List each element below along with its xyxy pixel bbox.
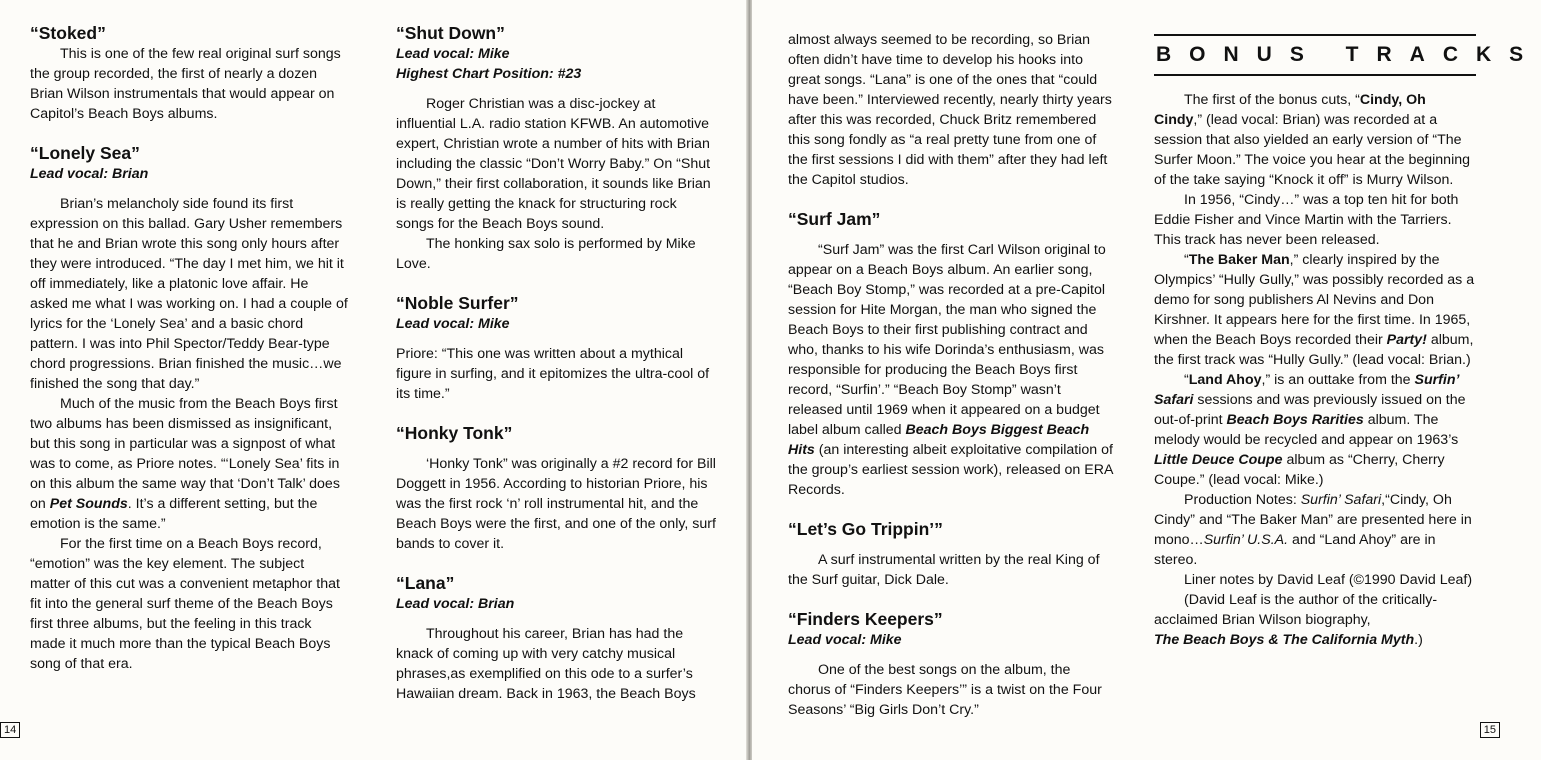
song-title-lonely-sea: “Lonely Sea” [30,143,140,163]
shut-down-paragraph-2: The honking sax solo is performed by Mike Love. [396,236,696,272]
song-name-land-ahoy: Land Ahoy [1188,372,1262,388]
song-title-lana: “Lana” [396,573,455,593]
song-name-baker-man: The Baker Man [1188,252,1290,268]
author-note-book: The Beach Boys & The California Myth.) [1154,632,1423,648]
bonus-paragraph-land-ahoy: “Land Ahoy,” is an outtake from the Surfin’ Safari sessions and was previously issued on the out-of-print Beach Boys Rarities album. The melody would be recycled and appear on 1963’s Little Deuce Coupe album as “Cherry, Cherry Coupe.” (lead vocal: Mike.) [1154,372,1466,488]
right-column-1 [788,30,1116,720]
bonus-paragraph-cindy: The first of the bonus cuts, “Cindy, Oh Cindy,” (lead vocal: Brian) was recorded at a session that also yielded an early version of “The Surfer Moon.” The voice you hear at the beginning of the take saying “Knock it off” is Murry Wilson. [1154,92,1470,188]
album-title-surfin-usa: Surfin’ U.S.A. [1203,532,1289,548]
shut-down-chart-position: Highest Chart Position: #23 [396,66,582,82]
right-page [752,0,1541,760]
surf-jam-paragraph: “Surf Jam” was the first Carl Wilson original to appear on a Beach Boys album. An earlier song, “Beach Boy Stomp,” was recorded at a pre-Capitol session for Hite Morgan, the man who signed the Beach Boys to their first publishing contract and who, thanks to his wife Dorinda’s enthusiasm, was responsible for producing the Beach Boys first record, “Surfin’.” “Beach Boy Stomp” wasn’t released until 1969 when it appeared on a budget label album called Beach Boys Biggest Beach Hits (an interesting albeit exploitative compilation of the group’s earliest session work), released on ERA Records. [788,242,1113,498]
song-title-surf-jam: “Surf Jam” [788,209,881,229]
album-title-little-deuce-coupe: Little Deuce Coupe [1154,452,1283,468]
album-title-rarities: Beach Boys Rarities [1226,412,1364,428]
left-column-2 [396,22,718,704]
song-title-lets-go-trippin: “Let’s Go Trippin’” [788,519,943,539]
lonely-sea-paragraph-3: For the first time on a Beach Boys record, “emotion” was the key element. The subject matter of this cut was a convenient metaphor that fit into the general surf theme of the Beach Boys first three albums, but the feeling in this track made it much more than the typical Beach Boys song of that era. [30,536,340,672]
album-title-pet-sounds: Pet Sounds [49,496,128,512]
noble-surfer-lead-vocal: Lead vocal: Mike [396,316,510,332]
bonus-tracks-heading: BONUS TRACKS [1154,34,1476,76]
shut-down-lead-vocal: Lead vocal: Mike [396,46,510,62]
noble-surfer-paragraph: Priore: “This one was written about a mythical figure in surfing, and it epitomizes the ultra-cool of its time.” [396,346,710,402]
finders-keepers-lead-vocal: Lead vocal: Mike [788,632,902,648]
lonely-sea-lead-vocal: Lead vocal: Brian [30,166,149,182]
song-title-shut-down: “Shut Down” [396,23,505,43]
song-title-honky-tonk: “Honky Tonk” [396,423,513,443]
lana-continued-paragraph: almost always seemed to be recording, so Brian often didn’t have time to develop his hooks into great songs. “Lana” is one of the ones that “could have been.” Interviewed recently, nearly thirty years after this was recorded, Chuck Britz remembered this song fondly as “a real pretty tune from one of the first sessions I did with them” after they had left the Capitol studios. [788,32,1112,188]
page-number-15: 15 [1480,722,1500,738]
bonus-paragraph-cindy-history: In 1956, “Cindy…” was a top ten hit for both Eddie Fisher and Vince Martin with the Tarriers. This track has never been released. [1154,192,1459,248]
left-column-1 [30,22,348,674]
song-title-noble-surfer: “Noble Surfer” [396,293,519,313]
author-note: (David Leaf is the author of the critically-acclaimed Brian Wilson biography, [1154,592,1438,628]
bonus-paragraph-production-notes: Production Notes: Surfin’ Safari,“Cindy, Oh Cindy” and “The Baker Man” are presented here in mono…Surfin’ U.S.A. and “Land Ahoy” are in stereo. [1154,492,1472,568]
left-page [0,0,748,760]
album-title-surfin-safari-2: Surfin’ Safari [1300,492,1382,508]
lonely-sea-paragraph-2: Much of the music from the Beach Boys first two albums has been dismissed as insignificant, but this song in particular was a signpost of what was to come, as Priore notes. “‘Lonely Sea’ fits in on this album the same way that ‘Don’t Talk’ does on Pet Sounds. It’s a different setting, but the emotion is the same.” [30,396,340,532]
album-title-party: Party! [1386,332,1427,348]
stoked-paragraph: This is one of the few real original surf songs the group recorded, the first of nearly a dozen Brian Wilson instrumentals that would appear on Capitol’s Beach Boys albums. [30,46,341,122]
honky-tonk-paragraph: ‘Honky Tonk” was originally a #2 record for Bill Doggett in 1956. According to historian Priore, his was the first rock ‘n’ roll instrumental hit, and the Beach Boys were the first, and one of the only, surf bands to cover it. [396,456,716,552]
lets-go-trippin-paragraph: A surf instrumental written by the real King of the Surf guitar, Dick Dale. [788,552,1100,588]
album-title-biggest-beach-hits: Beach Boys Biggest Beach Hits [788,422,1090,458]
lonely-sea-paragraph-1: Brian’s melancholy side found its first expression on this ballad. Gary Usher remembers that he and Brian wrote this song only hours after they were introduced. “The day I met him, we hit it off immediately, like a platonic love affair. He asked me what I was working on. I had a couple of lyrics for the ‘Lonely Sea’ and a basic chord pattern. I was into Phil Spector/Teddy Bear-type chord progressions. Brian finished the music…we finished the song that day.” [30,196,348,392]
lana-lead-vocal: Lead vocal: Brian [396,596,515,612]
bonus-paragraph-baker-man: “The Baker Man,” clearly inspired by the Olympics’ “Hully Gully,” was possibly recorded as a demo for song publishers Al Nevins and Don Kirshner. It appears here for the first time. In 1965, when the Beach Boys recorded their Party! album, the first track was “Hully Gully.” (lead vocal: Brian.) [1154,252,1475,368]
liner-notes-credit: Liner notes by David Leaf (©1990 David Leaf) [1184,572,1473,588]
finders-keepers-paragraph: One of the best songs on the album, the chorus of “Finders Keepers’” is a twist on the Four Seasons’ “Big Girls Don’t Cry.” [788,662,1102,718]
song-title-finders-keepers: “Finders Keepers” [788,609,943,629]
album-title-surfin-safari: Surfin’ Safari [1154,372,1459,408]
book-title: The Beach Boys & The California Myth [1154,632,1415,648]
lana-paragraph: Throughout his career, Brian has had the knack of coming up with very catchy musical phrases,as exemplified on this ode to a surfer’s Hawaiian dream. Back in 1963, the Beach Boys [396,626,696,702]
shut-down-paragraph-1: Roger Christian was a disc-jockey at influential L.A. radio station KFWB. An automotive expert, Christian wrote a number of hits with Brian including the classic “Don’t Worry Baby.” On “Shut Down,” their first collaboration, it sounds like Brian is really getting the knack for structuring rock songs for the Beach Boys sound. [396,96,711,232]
page-number-14: 14 [0,722,20,738]
right-column-2 [1154,34,1541,650]
song-name-cindy-oh-cindy: Cindy, Oh Cindy [1154,92,1426,128]
song-title-stoked: “Stoked” [30,23,106,43]
